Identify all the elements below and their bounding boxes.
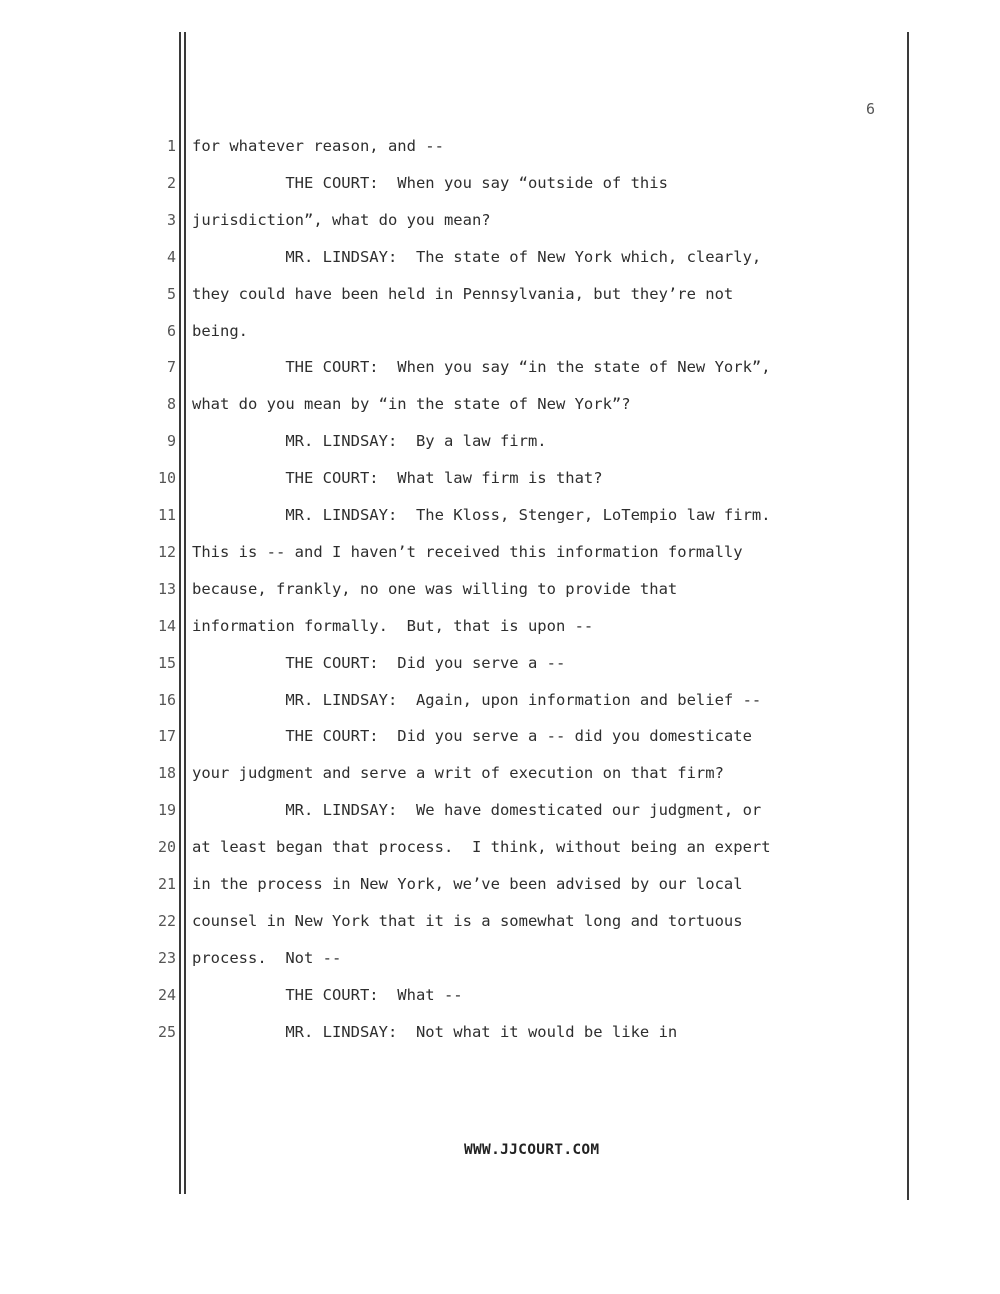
line-number: 18 xyxy=(157,764,176,782)
line-text: in the process in New York, we’ve been advised by our local xyxy=(192,875,743,893)
line-text: MR. LINDSAY: Not what it would be like in xyxy=(192,1023,678,1041)
line-text: at least began that process. I think, without being an expert xyxy=(192,838,771,856)
line-number: 20 xyxy=(157,838,176,856)
line-text: jurisdiction”, what do you mean? xyxy=(192,211,491,229)
line-text: THE COURT: Did you serve a -- did you domesticate xyxy=(192,727,752,745)
line-number: 5 xyxy=(166,285,176,303)
line-text: MR. LINDSAY: The Kloss, Stenger, LoTempio law firm. xyxy=(192,506,771,524)
line-number: 3 xyxy=(166,211,176,229)
line-number: 16 xyxy=(157,691,176,709)
line-text: because, frankly, no one was willing to provide that xyxy=(192,580,678,598)
line-text: THE COURT: Did you serve a -- xyxy=(192,654,566,672)
line-number: 21 xyxy=(157,875,176,893)
line-text: THE COURT: When you say “outside of this xyxy=(192,174,668,192)
line-text: process. Not -- xyxy=(192,949,342,967)
line-number: 22 xyxy=(157,912,176,930)
line-text: information formally. But, that is upon -- xyxy=(192,617,594,635)
right-margin-rule xyxy=(907,32,909,1200)
line-text: for whatever reason, and -- xyxy=(192,137,444,155)
page-number: 6 xyxy=(866,100,876,118)
line-text: THE COURT: When you say “in the state of New York”, xyxy=(192,358,771,376)
footer-url: WWW.JJCOURT.COM xyxy=(464,1142,600,1158)
left-margin-rule-inner xyxy=(184,32,186,1194)
line-number: 11 xyxy=(157,506,176,524)
line-number: 7 xyxy=(166,358,176,376)
line-number: 17 xyxy=(157,727,176,745)
line-number: 13 xyxy=(157,580,176,598)
line-number: 1 xyxy=(166,137,176,155)
line-number: 4 xyxy=(166,248,176,266)
line-text: your judgment and serve a writ of execution on that firm? xyxy=(192,764,724,782)
line-text: being. xyxy=(192,322,248,340)
line-text: THE COURT: What law firm is that? xyxy=(192,469,603,487)
line-text: MR. LINDSAY: We have domesticated our judgment, or xyxy=(192,801,762,819)
line-text: they could have been held in Pennsylvania, but they’re not xyxy=(192,285,734,303)
line-text: what do you mean by “in the state of New York”? xyxy=(192,395,631,413)
left-margin-rule-outer xyxy=(179,32,181,1194)
line-text: MR. LINDSAY: By a law firm. xyxy=(192,432,547,450)
line-number: 2 xyxy=(166,174,176,192)
line-text: This is -- and I haven’t received this information formally xyxy=(192,543,743,561)
line-number: 10 xyxy=(157,469,176,487)
line-number: 9 xyxy=(166,432,176,450)
line-number: 24 xyxy=(157,986,176,1004)
line-number: 6 xyxy=(166,322,176,340)
line-number: 23 xyxy=(157,949,176,967)
line-text: counsel in New York that it is a somewhat long and tortuous xyxy=(192,912,743,930)
line-number: 8 xyxy=(166,395,176,413)
line-text: MR. LINDSAY: Again, upon information and belief -- xyxy=(192,691,762,709)
line-text: THE COURT: What -- xyxy=(192,986,463,1004)
line-number: 25 xyxy=(157,1023,176,1041)
line-number: 19 xyxy=(157,801,176,819)
line-number: 15 xyxy=(157,654,176,672)
line-text: MR. LINDSAY: The state of New York which, clearly, xyxy=(192,248,762,266)
line-number: 14 xyxy=(157,617,176,635)
line-number: 12 xyxy=(157,543,176,561)
